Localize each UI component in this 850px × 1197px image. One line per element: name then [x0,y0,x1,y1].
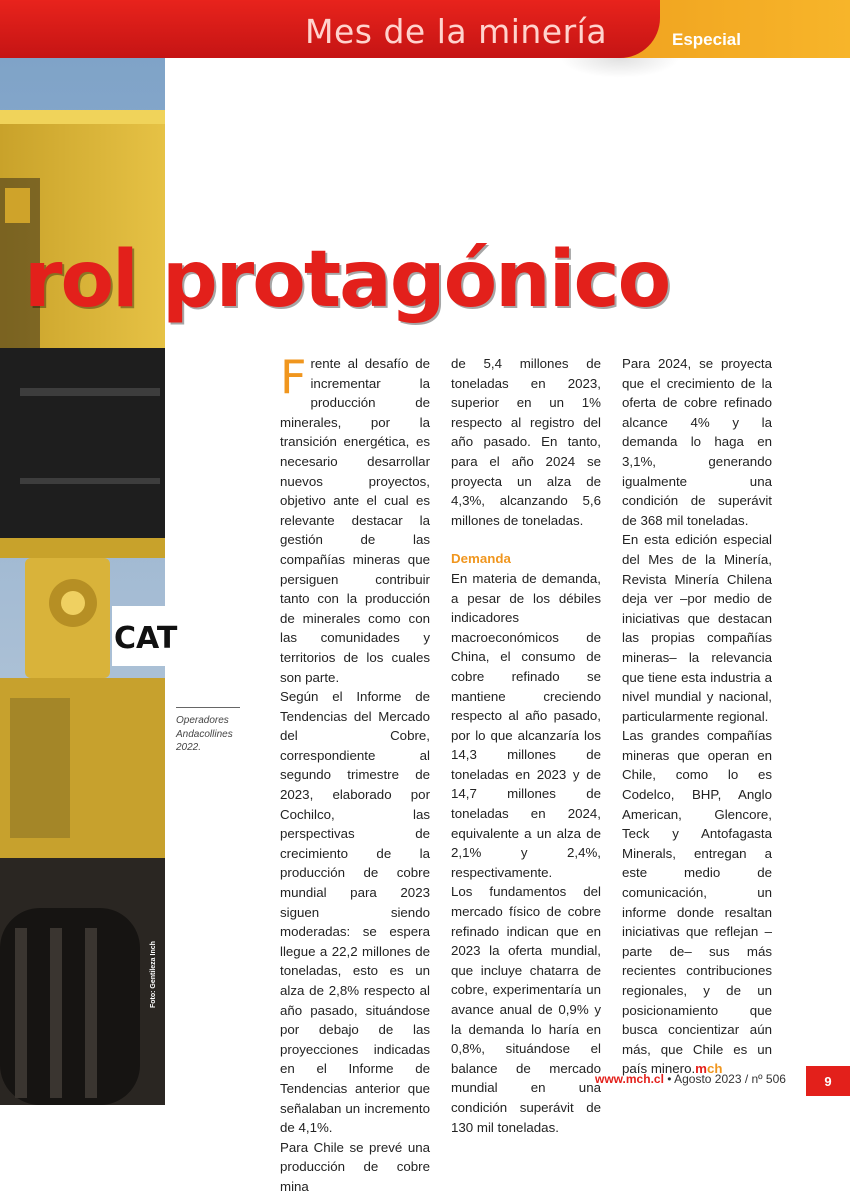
article-column-1 [280,350,430,1197]
photo-credit: Foto: Gentileza Inch [150,941,157,1008]
page-number: 9 [806,1066,850,1096]
haul-truck-illustration [0,58,178,1105]
header-shadow [560,58,680,78]
page-header [0,0,850,58]
caption-rule [176,707,240,708]
footer-issue: • Agosto 2023 / nº 506 [663,1072,786,1086]
article-column-2 [451,354,601,1137]
paragraph: Según el Informe de Tendencias del Mercado del Cobre, correspondiente al segundo trimestre de 2023, elaborado por Cochilco, las perspectivas de crecimiento de la producción de cobre mundial para 2023 siguen siendo moderadas: se espera llegue a 22,2 millones de toneladas, esto es un alza de 2,8% respecto al año pasado, situándose por debajo de las proyecciones indicadas en el Informe de Tendencias anterior que señalaban un incremento de 4,1%. [280,689,430,1136]
paragraph: Los fundamentos del mercado físico de cobre refinado indican que en 2023 la oferta mundial, que incluye chatarra de cobre, experimentaría un avance anual de 0,9% y la demanda lo haría en 0,8%, situándose el balance de mercado mundial en una condición superávit de 130 mil toneladas. [451,884,601,1135]
paragraph [280,350,430,687]
photo-caption: Operadores Andacollines 2022. [176,715,233,753]
drop-cap: F [280,350,307,404]
paragraph: Para Chile se prevé una producción de cobre mina [280,1139,430,1194]
subhead-demanda: Demanda [451,551,511,567]
haul-truck-photo [0,58,178,1105]
paragraph: Para 2024, se proyecta que el crecimiento de la oferta de cobre refinado alcance 4% y la demanda lo haga en 3,1%, generando igualmente una condición de superávit de 368 mil toneladas. [622,356,772,528]
footer-url[interactable]: www.mch.cl [595,1072,664,1086]
end-signature-ch: ch [707,1061,723,1077]
section-tag: Especial [672,30,741,49]
page-footer [595,1072,786,1086]
article-column-3 [622,354,772,1079]
paragraph-text: Las grandes compañías mineras que operan en Chile, como lo es Codelco, BHP, Anglo American, Glencore, Teck y Antofagasta Minerals, entregan a este medio de comunicación, un informe donde resaltan iniciativas que reflejan –parte de– sus más recientes contribuciones regionales, y de un posicionamiento que busca concientizar aún más, que Chile es un país minero. [622,728,772,1077]
paragraph-text: rente al desafío de incrementar la producción de minerales, por la transición energética, es necesario desarrollar nuevos proyectos, objetivo ante el cual es relevante destacar la gestión de las compañías mineras que persiguen contribuir tanto con la producción de minerales como con las comunidades y territorios de los cuales son parte. [280,356,430,685]
svg-text:CAT: CAT [114,621,178,656]
section-title: Mes de la minería [305,12,608,51]
end-signature-m: m [695,1061,707,1077]
article-title: rol protagónico [24,235,670,325]
paragraph: En esta edición especial del Mes de la Minería, Revista Minería Chilena deja ver –por medio de iniciativas que destacan las propias compañías mineras– la relevancia que tiene esta industria a nivel mundial y nacional, particularmente regional. [622,532,772,724]
paragraph [622,726,772,1079]
paragraph: de 5,4 millones de toneladas en 2023, superior en un 1% respecto al registro del año pasado. En tanto, para el año 2024 se proyecta un alza de 4,3%, alcanzando 5,6 millones de toneladas. [451,356,601,528]
paragraph: En materia de demanda, a pesar de los débiles indicadores macroeconómicos de China, el consumo de cobre refinado se mantiene creciendo respecto al año pasado, por lo que alcanzaría los 14,3 millones de toneladas en 2023 y de 14,7 millones de toneladas en 2024, equivalente a un alza de 2,1% y 2,4%, respectivamente. [451,570,601,880]
